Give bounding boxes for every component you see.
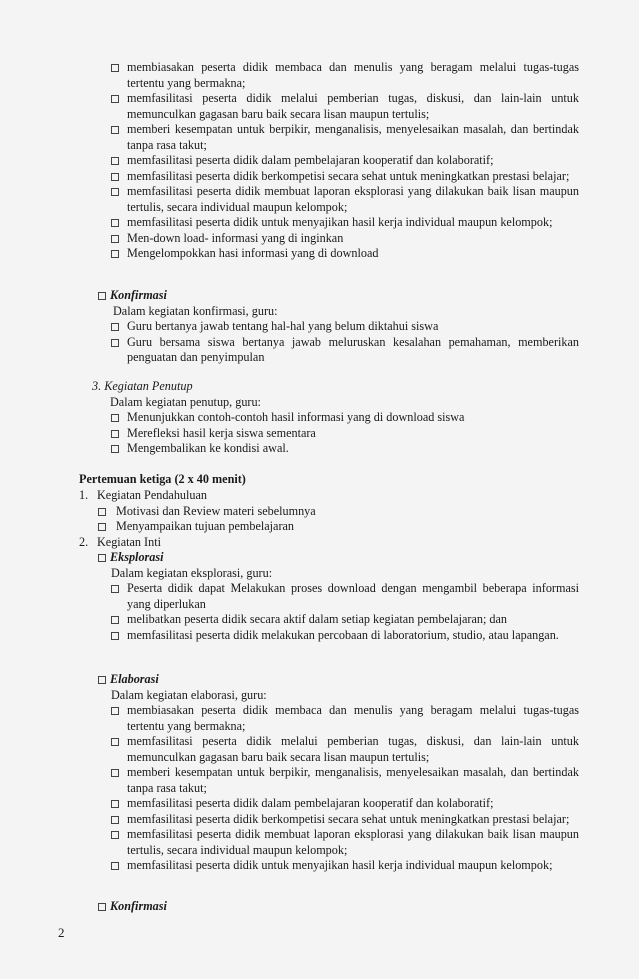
checkbox-icon bbox=[111, 219, 119, 227]
list-item: memfasilitasi peserta didik untuk menyajikan hasil kerja individual maupun kelompok; bbox=[111, 858, 579, 874]
elaborasi-section bbox=[98, 672, 579, 874]
list-item: Merefleksi hasil kerja siswa sementara bbox=[111, 426, 579, 442]
list-item: memfasilitasi peserta didik melalui pemberian tugas, diskusi, dan lain-lain untuk memunculkan gagasan baru baik secara lisan maupun tertulis; bbox=[111, 91, 579, 122]
checkbox-icon bbox=[111, 126, 119, 134]
checkbox-icon bbox=[111, 816, 119, 824]
checkbox-icon bbox=[111, 95, 119, 103]
list-item: membiasakan peserta didik membaca dan menulis yang beragam melalui tugas-tugas tertentu yang bermakna; bbox=[111, 703, 579, 734]
pendahuluan-section: 1. Kegiatan Pendahuluan Motivasi dan Review materi sebelumnya Menyampaikan tujuan pembelajaran 2. Kegiatan Inti bbox=[79, 488, 579, 550]
checkbox-icon bbox=[98, 676, 106, 684]
list-item: memfasilitasi peserta didik membuat laporan eksplorasi yang dilakukan baik lisan maupun tertulis, secara individual maupun kelompok; bbox=[111, 827, 579, 858]
checkbox-icon bbox=[98, 508, 106, 516]
list-item: Peserta didik dapat Melakukan proses download dengan mengambil beberapa informasi yang diperlukan bbox=[111, 581, 579, 612]
list-item: Mengembalikan ke kondisi awal. bbox=[111, 441, 579, 457]
list-item: memfasilitasi peserta didik berkompetisi secara sehat untuk meningkatkan prestasi belajar; bbox=[111, 812, 579, 828]
list-item: memberi kesempatan untuk berpikir, menganalisis, menyelesaikan masalah, dan bertindak tanpa rasa takut; bbox=[111, 765, 579, 796]
checkbox-icon bbox=[111, 707, 119, 715]
checkbox-icon bbox=[98, 554, 106, 562]
list-item: memfasilitasi peserta didik melakukan percobaan di laboratorium, studio, atau lapangan. bbox=[111, 628, 579, 644]
checkbox-icon bbox=[111, 250, 119, 258]
checkbox-icon bbox=[111, 173, 119, 181]
checkbox-icon bbox=[111, 632, 119, 640]
section-heading: Konfirmasi bbox=[98, 899, 167, 915]
section-intro: Dalam kegiatan penutup, guru: bbox=[110, 394, 261, 409]
list-item: memfasilitasi peserta didik melalui pemberian tugas, diskusi, dan lain-lain untuk memunculkan gagasan baru baik secara lisan maupun tertulis; bbox=[111, 734, 579, 765]
checkbox-icon bbox=[98, 523, 106, 531]
list-item: melibatkan peserta didik secara aktif dalam setiap kegiatan pembelajaran; dan bbox=[111, 612, 579, 628]
list-item: Motivasi dan Review materi sebelumnya bbox=[98, 504, 579, 520]
checkbox-icon bbox=[111, 800, 119, 808]
konfirmasi-section-2 bbox=[98, 899, 167, 915]
checkbox-icon bbox=[111, 738, 119, 746]
checkbox-icon bbox=[111, 616, 119, 624]
list-item: memberi kesempatan untuk berpikir, menganalisis, menyelesaikan masalah, dan bertindak tanpa rasa takut; bbox=[111, 122, 579, 153]
checkbox-icon bbox=[111, 445, 119, 453]
list-item: Guru bersama siswa bertanya jawab meluruskan kesalahan pemahaman, memberikan penguatan dan penyimpulan bbox=[111, 335, 579, 366]
list-item: memfasilitasi peserta didik berkompetisi secara sehat untuk meningkatkan prestasi belajar; bbox=[111, 169, 579, 185]
checkbox-icon bbox=[111, 862, 119, 870]
list-item: membiasakan peserta didik membaca dan menulis yang beragam melalui tugas-tugas tertentu yang bermakna; bbox=[111, 60, 579, 91]
checkbox-icon bbox=[111, 339, 119, 347]
section-intro: Dalam kegiatan elaborasi, guru: bbox=[111, 687, 267, 702]
checkbox-icon bbox=[111, 323, 119, 331]
section-heading: Konfirmasi bbox=[98, 288, 579, 304]
checkbox-icon bbox=[111, 235, 119, 243]
checkbox-icon bbox=[111, 831, 119, 839]
checkbox-icon bbox=[111, 64, 119, 72]
list-item: memfasilitasi peserta didik dalam pembelajaran kooperatif dan kolaboratif; bbox=[111, 796, 579, 812]
section-heading: Kegiatan Pendahuluan bbox=[97, 488, 207, 502]
pertemuan-heading: Pertemuan ketiga (2 x 40 menit) bbox=[79, 472, 246, 486]
konfirmasi-section-1 bbox=[98, 288, 579, 366]
checkbox-icon bbox=[111, 188, 119, 196]
elaborasi-list-1 bbox=[111, 60, 579, 262]
eksplorasi-section bbox=[98, 550, 579, 643]
list-item: Guru bertanya jawab tentang hal-hal yang belum diktahui siswa bbox=[111, 319, 579, 335]
list-item: Menunjukkan contoh-contoh hasil informasi yang di download siswa bbox=[111, 410, 579, 426]
list-item: memfasilitasi peserta didik untuk menyajikan hasil kerja individual maupun kelompok; bbox=[111, 215, 579, 231]
section-heading: Eksplorasi bbox=[98, 550, 579, 566]
list-item: Menyampaikan tujuan pembelajaran bbox=[98, 519, 579, 535]
checkbox-icon bbox=[111, 585, 119, 593]
checkbox-icon bbox=[98, 292, 106, 300]
checkbox-icon bbox=[111, 430, 119, 438]
section-heading: Elaborasi bbox=[98, 672, 579, 688]
page-number: 2 bbox=[58, 925, 65, 940]
section-heading: 3. Kegiatan Penutup bbox=[92, 379, 193, 393]
section-heading: Kegiatan Inti bbox=[97, 534, 161, 549]
checkbox-icon bbox=[111, 157, 119, 165]
checkbox-icon bbox=[111, 769, 119, 777]
list-item: Mengelompokkan hasi informasi yang di download bbox=[111, 246, 579, 262]
list-item: memfasilitasi peserta didik dalam pembelajaran kooperatif dan kolaboratif; bbox=[111, 153, 579, 169]
list-item: memfasilitasi peserta didik membuat laporan eksplorasi yang dilakukan baik lisan maupun tertulis, secara individual maupun kelompok; bbox=[111, 184, 579, 215]
checkbox-icon bbox=[111, 414, 119, 422]
section-intro: Dalam kegiatan konfirmasi, guru: bbox=[113, 303, 278, 318]
list-item: Men-down load- informasi yang di inginkan bbox=[111, 231, 579, 247]
penutup-section bbox=[92, 379, 579, 457]
section-intro: Dalam kegiatan eksplorasi, guru: bbox=[111, 565, 273, 580]
checkbox-icon bbox=[98, 903, 106, 911]
